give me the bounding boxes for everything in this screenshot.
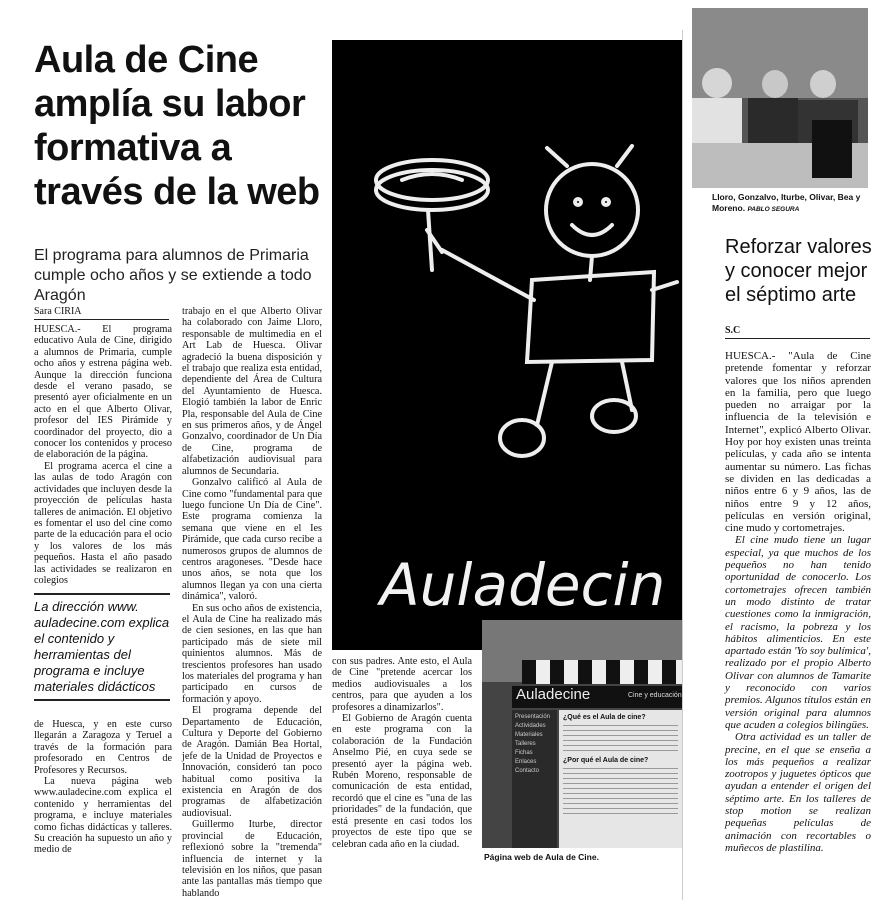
person-body bbox=[692, 98, 742, 148]
website-caption: Página web de Aula de Cine. bbox=[484, 852, 599, 862]
web-content bbox=[559, 710, 682, 848]
paragraph: de Huesca, y en este curso llegarán a Zaragoza y Teruel a través de la formación para profesorado en Centros de Profesores y Recursos. bbox=[34, 719, 172, 776]
paragraph: El Gobierno de Aragón cuenta en este programa con la colaboración de la Fundación Anselmo Pié, en cuya sede se presentó ayer la página web. Rubén Moreno, responsable de comunicación de esta entidad, recordó que el cine es "una de las prioridades" de la fundación, que está presente en casi todos los proyectos de este tipo que se celebran cada año en la ciudad. bbox=[332, 713, 472, 850]
headline: Aula de Cine amplía su labor formativa a través de la web bbox=[34, 39, 320, 213]
person-head bbox=[810, 70, 836, 98]
paragraph: El cine mudo tiene un lugar especial, ya que muchos de los pequeños no han tenido oportunidad de conocerlo. Los cortometrajes ofrecen también un modo distinto de tratar cuestiones como la inmigración, el racismo, la pobreza y los hábitos alimenticios. En este apartado están 'Yo soy bulímica', realizado por el propio Alberto Olivar con alumnos de Tamarite y reconocido con varios premios. Algunos títulos están en versión original para alumnos que acuden a colegios bilingües. bbox=[725, 534, 871, 731]
web-text-lines bbox=[563, 768, 678, 818]
web-text-lines bbox=[563, 725, 678, 753]
paragraph: La nueva página web www.auladecine.com explica el contenido y herramientas del programa, e incluye materiales como fichas didácticas y talleres. Su creación ha supuesto un año y medio de bbox=[34, 776, 172, 856]
web-sidebar bbox=[512, 710, 557, 848]
column-3 bbox=[332, 656, 472, 850]
sidebar-byline: S.C bbox=[725, 325, 870, 339]
subheadline: El programa para alumnos de Primaria cumple ocho años y se extiende a todo Aragón bbox=[34, 247, 312, 304]
paragraph: El programa depende del Departamento de Educación, Cultura y Deporte del Gobierno de Aragón. Damián Bea Hortal, jefe de la Unidad de Proyectos e Innovación, consideró tan poco habitual como positiva la existencia en Aragón de dos programas de alfabetización audiovisual. bbox=[182, 705, 322, 819]
column-divider bbox=[682, 30, 683, 900]
web-menu-item[interactable]: Actividades bbox=[515, 723, 546, 729]
web-logo: Auladecine bbox=[512, 686, 682, 708]
photo-caption-text: Lloro, Gonzalvo, Iturbe, Olivar, Bea y Moreno. bbox=[712, 192, 861, 213]
paragraph: En sus ocho años de existencia, el Aula de Cine ha realizado más de cien sesiones, en las que han participado más de siete mil quinientos alumnos. Más de trescientos profesores han usado los materiales del programa y han participado en cursos de formación y apoyo. bbox=[182, 602, 322, 705]
byline: Sara CIRIA bbox=[34, 306, 169, 320]
web-menu-item[interactable]: Materiales bbox=[515, 732, 543, 738]
paragraph: Guillermo Iturbe, director provincial de Educación, reflexionó sobre la "tremenda" influencia de internet y la televisión en los niños, que pasan ante las pantallas más tiempo que hablando bbox=[182, 819, 322, 899]
paragraph: trabajo en el que Alberto Olivar ha colaborado con Jaime Lloro, responsable de multimedia en el Art Lab de Huesca. Olivar agradeció la buena disposición y el trabajo que realiza esta entidad, dependiente del Área de Cultura del Ayuntamiento de Huesca. Elogió también la labor de Enric Pla, responsable del Aula de Cine en sus primeros años, y de Ángel Gonzalvo, coordinador de Un Día de Cine, programa de alfabetización audiovisual para alumnos de Secundaria. bbox=[182, 306, 322, 477]
column-2 bbox=[182, 306, 322, 899]
website-screenshot bbox=[482, 620, 682, 848]
paragraph: Otra actividad es un taller de precine, en el que se enseña a los más pequeños a realizar zootropos y juguetes ópticos que ayudan a entender el origen del séptimo arte. En los talleres de stop motion se realizan pequeñas películas de animación con recortables o muñecos de plastilina. bbox=[725, 731, 871, 854]
web-heading: ¿Qué es el Aula de cine? bbox=[563, 714, 646, 721]
paragraph: con sus padres. Ante esto, el Aula de Cine "pretende acercar los medios audiovisuales a los centros, para que ayuden a los profesores a dinamizarlos". bbox=[332, 656, 472, 713]
person-head bbox=[762, 70, 788, 98]
chalk-text: Auladecin bbox=[380, 551, 666, 619]
web-menu-item[interactable]: Contacto bbox=[515, 768, 540, 774]
web-menu-item[interactable]: Enlaces bbox=[515, 759, 537, 765]
press-photo bbox=[692, 8, 868, 188]
person-body bbox=[748, 98, 798, 148]
pull-quote: La dirección www. auladecine.com explica el contenido y herramientas del programa e incluye materiales didácticos bbox=[34, 593, 170, 701]
photo-credit: PABLO SEGURA bbox=[747, 206, 800, 213]
photo-caption bbox=[712, 192, 872, 215]
sidebar-headline: Reforzar valores y conocer mejor el séptimo arte bbox=[725, 236, 872, 306]
paragraph: El programa acerca el cine a las aulas de todo Aragón con actividades que incluyen desde la proyección de películas hasta talleres de animación. El objetivo es fomentar el uso del cine como parte de la educación para el ocio y los valores de los más pequeños. Hasta el año pasado las actividades se realizaron en colegios bbox=[34, 460, 172, 586]
web-menu-item[interactable]: Talleres bbox=[515, 741, 536, 747]
main-image bbox=[332, 40, 682, 650]
paragraph: HUESCA.- "Aula de Cine pretende fomentar y reforzar valores que los niños aprenden en la familia, pero que luego pueden no arraigar por la influencia de la televisión e Internet", explicó Alberto Olivar. Hoy por hoy existen unas treinta películas, y cada año se intenta aumentar su número. Las fichas se dividen en las dedicadas a niños entre 6 y 9 años, las de niños entre 9 y 12 años, películas en versión original, cine mudo y cortometrajes. bbox=[725, 350, 871, 535]
paragraph: Gonzalvo calificó al Aula de Cine como "fundamental para que luego funcione Un Día de Cine". Este programa comienza la semana que viene en el Ies Pirámide, que cada curso recibe a numerosos grupos de alumnos de centros aragoneses. "Desde hace unos años, se nota que los alumnos llegan ya con una cierta dinámica", valoró. bbox=[182, 477, 322, 603]
poster bbox=[812, 120, 852, 178]
sidebar-body bbox=[725, 350, 871, 854]
clapper-stripes bbox=[522, 660, 682, 684]
person-head bbox=[702, 68, 732, 98]
chalk-drawing bbox=[332, 40, 682, 650]
paragraph: HUESCA.- El programa educativo Aula de Cine, dirigido a alumnos de Primaria, cumple ocho años y estrena página web. Aunque la dirección funciona desde el verano pasado, se presentó ayer oficialmente en un acto en el que Alberto Olivar, profesor del IES Pirámide y coordinador del proyecto, dio a conocer los contenidos y proceso de elaboración de la página. bbox=[34, 324, 172, 461]
web-heading: ¿Por qué el Aula de cine? bbox=[563, 757, 649, 764]
column-1-top bbox=[34, 324, 172, 586]
column-1-bottom bbox=[34, 719, 172, 856]
web-menu-item[interactable]: Fichas bbox=[515, 750, 533, 756]
web-menu-item[interactable]: Presentación bbox=[515, 714, 551, 720]
web-tagline: Cine y educación bbox=[628, 692, 682, 699]
